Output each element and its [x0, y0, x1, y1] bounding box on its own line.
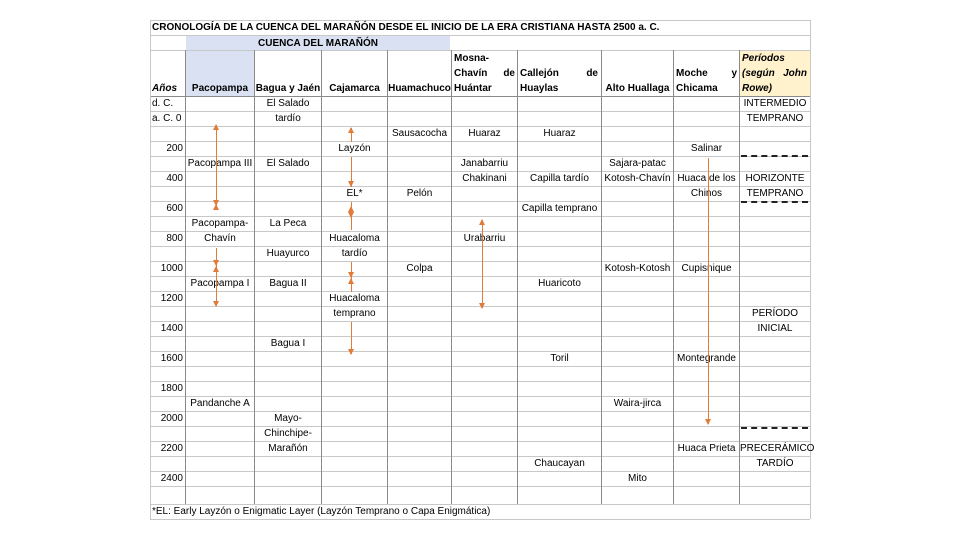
- cell-alto-huallaga: Kotosh-Chavín: [604, 173, 671, 184]
- grid-col-line: [673, 50, 674, 504]
- grid-row-line: [150, 336, 810, 337]
- year-label: d. C.: [152, 98, 174, 109]
- cell-cajamarca: Huacaloma: [329, 233, 380, 244]
- grid-row-line: [150, 291, 810, 292]
- range-arrow: [708, 158, 709, 424]
- year-label: 1600: [160, 353, 183, 364]
- period-inicial: INICIAL: [757, 323, 793, 334]
- cell-bagua: La Peca: [269, 218, 307, 229]
- year-label: 2000: [160, 413, 183, 424]
- header-moche-word: y: [731, 68, 737, 79]
- period-inicial: PERÍODO: [751, 308, 799, 319]
- range-arrow: [351, 322, 352, 354]
- cell-cajamarca: tardío: [341, 248, 368, 259]
- grid-row-line: [150, 456, 810, 457]
- cell-callejon: Capilla tardío: [530, 173, 589, 184]
- range-arrow: [216, 268, 217, 306]
- cell-moche: Chinos: [690, 188, 723, 199]
- cell-bagua: tardío: [275, 113, 301, 124]
- cell-huamachuco: Sausacocha: [391, 128, 448, 139]
- grid-row-line: [150, 201, 810, 202]
- range-arrow: [482, 220, 483, 308]
- cell-moche: Huaca de los: [677, 173, 736, 184]
- grid-col-line: [601, 50, 602, 504]
- cell-bagua: Bagua I: [270, 338, 306, 349]
- header-moche-line2: Chicama: [676, 83, 718, 94]
- footnote: *EL: Early Layzón o Enigmatic Layer (Layzón Temprano o Capa Enigmática): [152, 506, 491, 517]
- cell-mosna: Janabarriu: [460, 158, 509, 169]
- range-arrow: [351, 262, 352, 292]
- cell-cajamarca: temprano: [333, 308, 376, 319]
- year-label: 1200: [160, 293, 183, 304]
- grid-line-header-bottom: [150, 96, 810, 97]
- period-intermedio: TEMPRANO: [746, 113, 804, 124]
- cell-cajamarca: Huacaloma: [329, 293, 380, 304]
- header-callejon-line1: [520, 66, 598, 81]
- cell-huamachuco: Colpa: [406, 263, 433, 274]
- header-mosna-line3: Huántar: [454, 83, 492, 94]
- header-cajamarca: Cajamarca: [329, 83, 380, 94]
- cell-bagua: Bagua II: [269, 278, 307, 289]
- cell-callejon: Huaricoto: [538, 278, 581, 289]
- period-boundary-dashed: [741, 427, 808, 429]
- header-periodos-word: (según: [742, 68, 775, 79]
- header-callejon-word: de: [586, 68, 598, 79]
- grid-row-line: [150, 411, 810, 412]
- grid-row-line: [150, 246, 810, 247]
- cell-bagua: El Salado: [266, 98, 310, 109]
- cell-callejon: Huaraz: [543, 128, 576, 139]
- cell-pacopampa: Chavín: [204, 233, 236, 244]
- year-label: 600: [166, 203, 183, 214]
- header-mosna-word: de: [503, 68, 515, 79]
- range-arrow: [351, 128, 352, 142]
- grid-col-line: [451, 50, 452, 504]
- cell-pacopampa: Pandanche A: [190, 398, 250, 409]
- year-label: 800: [166, 233, 183, 244]
- cell-bagua: Marañón: [268, 443, 308, 454]
- year-label: 400: [166, 173, 183, 184]
- grid-row-line: [150, 321, 810, 322]
- header-periodos-line3: Rowe): [742, 83, 772, 94]
- header-mosna-word: Chavín: [454, 68, 488, 79]
- year-label: 1000: [160, 263, 183, 274]
- header-moche-line1: [676, 66, 737, 81]
- period-boundary-dashed: [741, 201, 808, 203]
- range-arrow: [216, 125, 217, 206]
- cell-callejon: Toril: [550, 353, 569, 364]
- year-label: a. C. 0: [152, 113, 182, 124]
- cell-cajamarca: Layzón: [338, 143, 371, 154]
- grid-row-line: [150, 366, 810, 367]
- grid-row-line: [150, 111, 810, 112]
- year-label: 2200: [160, 443, 183, 454]
- group-header: CUENCA DEL MARAÑÓN: [258, 38, 378, 49]
- grid-row-line: [150, 381, 810, 382]
- period-preceramico: PRECERÁMICO: [740, 443, 815, 454]
- cell-moche: Cupisnique: [681, 263, 732, 274]
- period-horizonte: HORIZONTE: [745, 173, 805, 184]
- cell-bagua: Chinchipe-: [264, 428, 312, 439]
- header-alto-huallaga: Alto Huallaga: [605, 83, 670, 94]
- year-label: 1400: [160, 323, 183, 334]
- grid-line-bottom: [150, 519, 810, 520]
- header-anos: Años: [152, 83, 177, 94]
- header-bagua-jaen: Bagua y Jaén: [255, 83, 321, 94]
- cell-mosna: Huaraz: [468, 128, 501, 139]
- cell-alto-huallaga: Kotosh-Kotosh: [604, 263, 671, 274]
- grid-col-line: [387, 50, 388, 504]
- range-arrow: [351, 202, 352, 230]
- header-moche-word: Moche: [676, 68, 708, 79]
- cell-moche: Montegrande: [677, 353, 736, 364]
- year-label: 1800: [160, 383, 183, 394]
- header-callejon-word: Callejón: [520, 68, 559, 79]
- header-pacopampa: Pacopampa: [191, 83, 249, 94]
- header-periodos-word: John: [783, 68, 807, 79]
- period-preceramico: TARDÍO: [756, 458, 794, 469]
- header-mosna-line1: Mosna-: [454, 53, 489, 64]
- grid-row-line: [150, 426, 810, 427]
- range-arrow: [216, 205, 217, 208]
- period-intermedio: INTERMEDIO: [743, 98, 807, 109]
- cell-alto-huallaga: Sajara-patac: [609, 158, 666, 169]
- cell-pacopampa: Pacopampa I: [190, 278, 250, 289]
- grid-row-line: [150, 486, 810, 487]
- cell-pacopampa: Pacopampa III: [187, 158, 253, 169]
- cell-bagua: Mayo-: [274, 413, 302, 424]
- header-mosna-line2: [454, 66, 515, 81]
- year-label: 200: [166, 143, 183, 154]
- grid-row-line: [150, 471, 810, 472]
- header-periodos-line2: [742, 66, 807, 81]
- cell-alto-huallaga: Waira-jirca: [613, 398, 662, 409]
- period-horizonte: TEMPRANO: [746, 188, 804, 199]
- header-huamachuco: Huamachuco: [388, 83, 451, 94]
- range-arrow: [351, 157, 352, 187]
- table-title: CRONOLOGÍA DE LA CUENCA DEL MARAÑÓN DESDE EL INICIO DE LA ERA CRISTIANA HASTA 2500 a. C.: [152, 22, 660, 33]
- cell-callejon: Capilla temprano: [521, 203, 598, 214]
- cell-bagua: El Salado: [266, 158, 310, 169]
- cell-alto-huallaga: Mito: [628, 473, 647, 484]
- period-boundary-dashed: [741, 155, 808, 157]
- cell-pacopampa: Pacopampa-: [191, 218, 249, 229]
- cell-cajamarca: EL*: [346, 188, 363, 199]
- year-label: 2400: [160, 473, 183, 484]
- cell-callejon: Chaucayan: [534, 458, 585, 469]
- cell-huamachuco: Pelón: [406, 188, 433, 199]
- range-arrow: [216, 248, 217, 270]
- cell-mosna: Chakinani: [462, 173, 507, 184]
- header-periodos-line1: Períodos: [742, 53, 785, 64]
- grid-col-line: [321, 50, 322, 504]
- cell-moche: Huaca Prieta: [677, 443, 736, 454]
- cell-moche: Salinar: [690, 143, 723, 154]
- cell-bagua: Huayurco: [266, 248, 310, 259]
- header-callejon-line2: Huaylas: [520, 83, 559, 94]
- cell-mosna: Urabarriu: [463, 233, 506, 244]
